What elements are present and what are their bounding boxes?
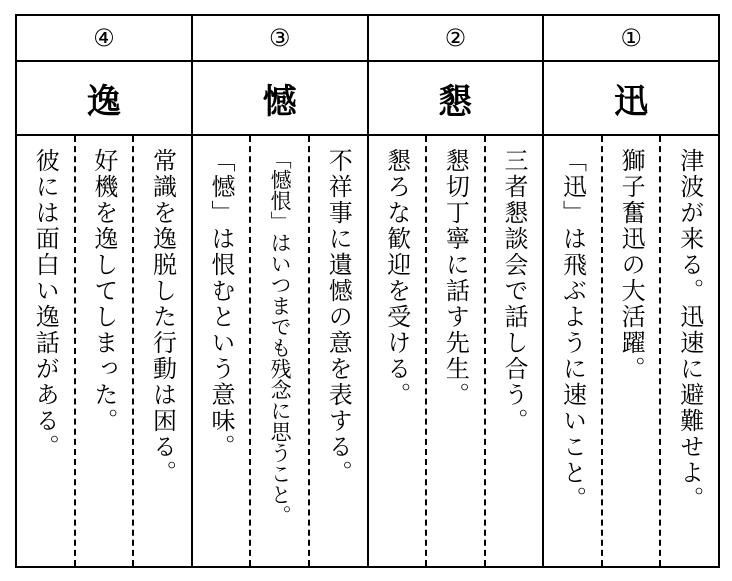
column-1 [542,16,718,566]
sentence-text: 獅子奮迅の大活躍。 [617,148,646,382]
sentence-cell [601,136,660,566]
sentence-text: 彼には面白い逸話がある。 [31,148,60,460]
column-2 [367,16,543,566]
sentence-cell [659,136,718,566]
sentence-cell [425,136,484,566]
sentence-cell [74,136,133,566]
column-sentences [369,136,543,566]
sentence-text: 不祥事に遺憾の意を表する。 [324,148,353,486]
sentence-text: 三者懇談会で話し合う。 [499,148,528,434]
sentence-text: 「迅」は飛ぶように速いこと。 [558,148,587,512]
column-4 [17,16,191,566]
column-kanji: 懇 [369,62,543,136]
column-kanji: 憾 [193,62,367,136]
kanji-table [15,14,720,568]
sentence-cell [193,136,250,566]
sentence-text: 「憾恨」はいつまでも残念に思うこと。 [268,148,293,526]
column-number: ① [544,16,718,62]
column-sentences [544,136,718,566]
column-number: ③ [193,16,367,62]
sentence-cell [308,136,367,566]
sentence-text: 好機を逸してしまった。 [89,148,118,434]
sentence-text: 常識を逸脱した行動は困る。 [148,148,177,486]
column-number: ④ [17,16,191,62]
sentence-text: 懇ろな歓迎を受ける。 [382,148,411,408]
sentence-text: 津波が来る。迅速に避難せよ。 [675,148,704,512]
sentence-text: 懇切丁寧に話す先生。 [441,148,470,408]
sentence-cell [132,136,191,566]
column-number: ② [369,16,543,62]
sentence-cell [369,136,426,566]
column-sentences [17,136,191,566]
sentence-cell [17,136,74,566]
sentence-cell [544,136,601,566]
sentence-cell [249,136,308,566]
column-sentences [193,136,367,566]
sentence-text: 「憾」は恨むという意味。 [207,148,236,460]
column-3 [191,16,367,566]
column-kanji: 迅 [544,62,718,136]
column-kanji: 逸 [17,62,191,136]
sentence-cell [484,136,543,566]
